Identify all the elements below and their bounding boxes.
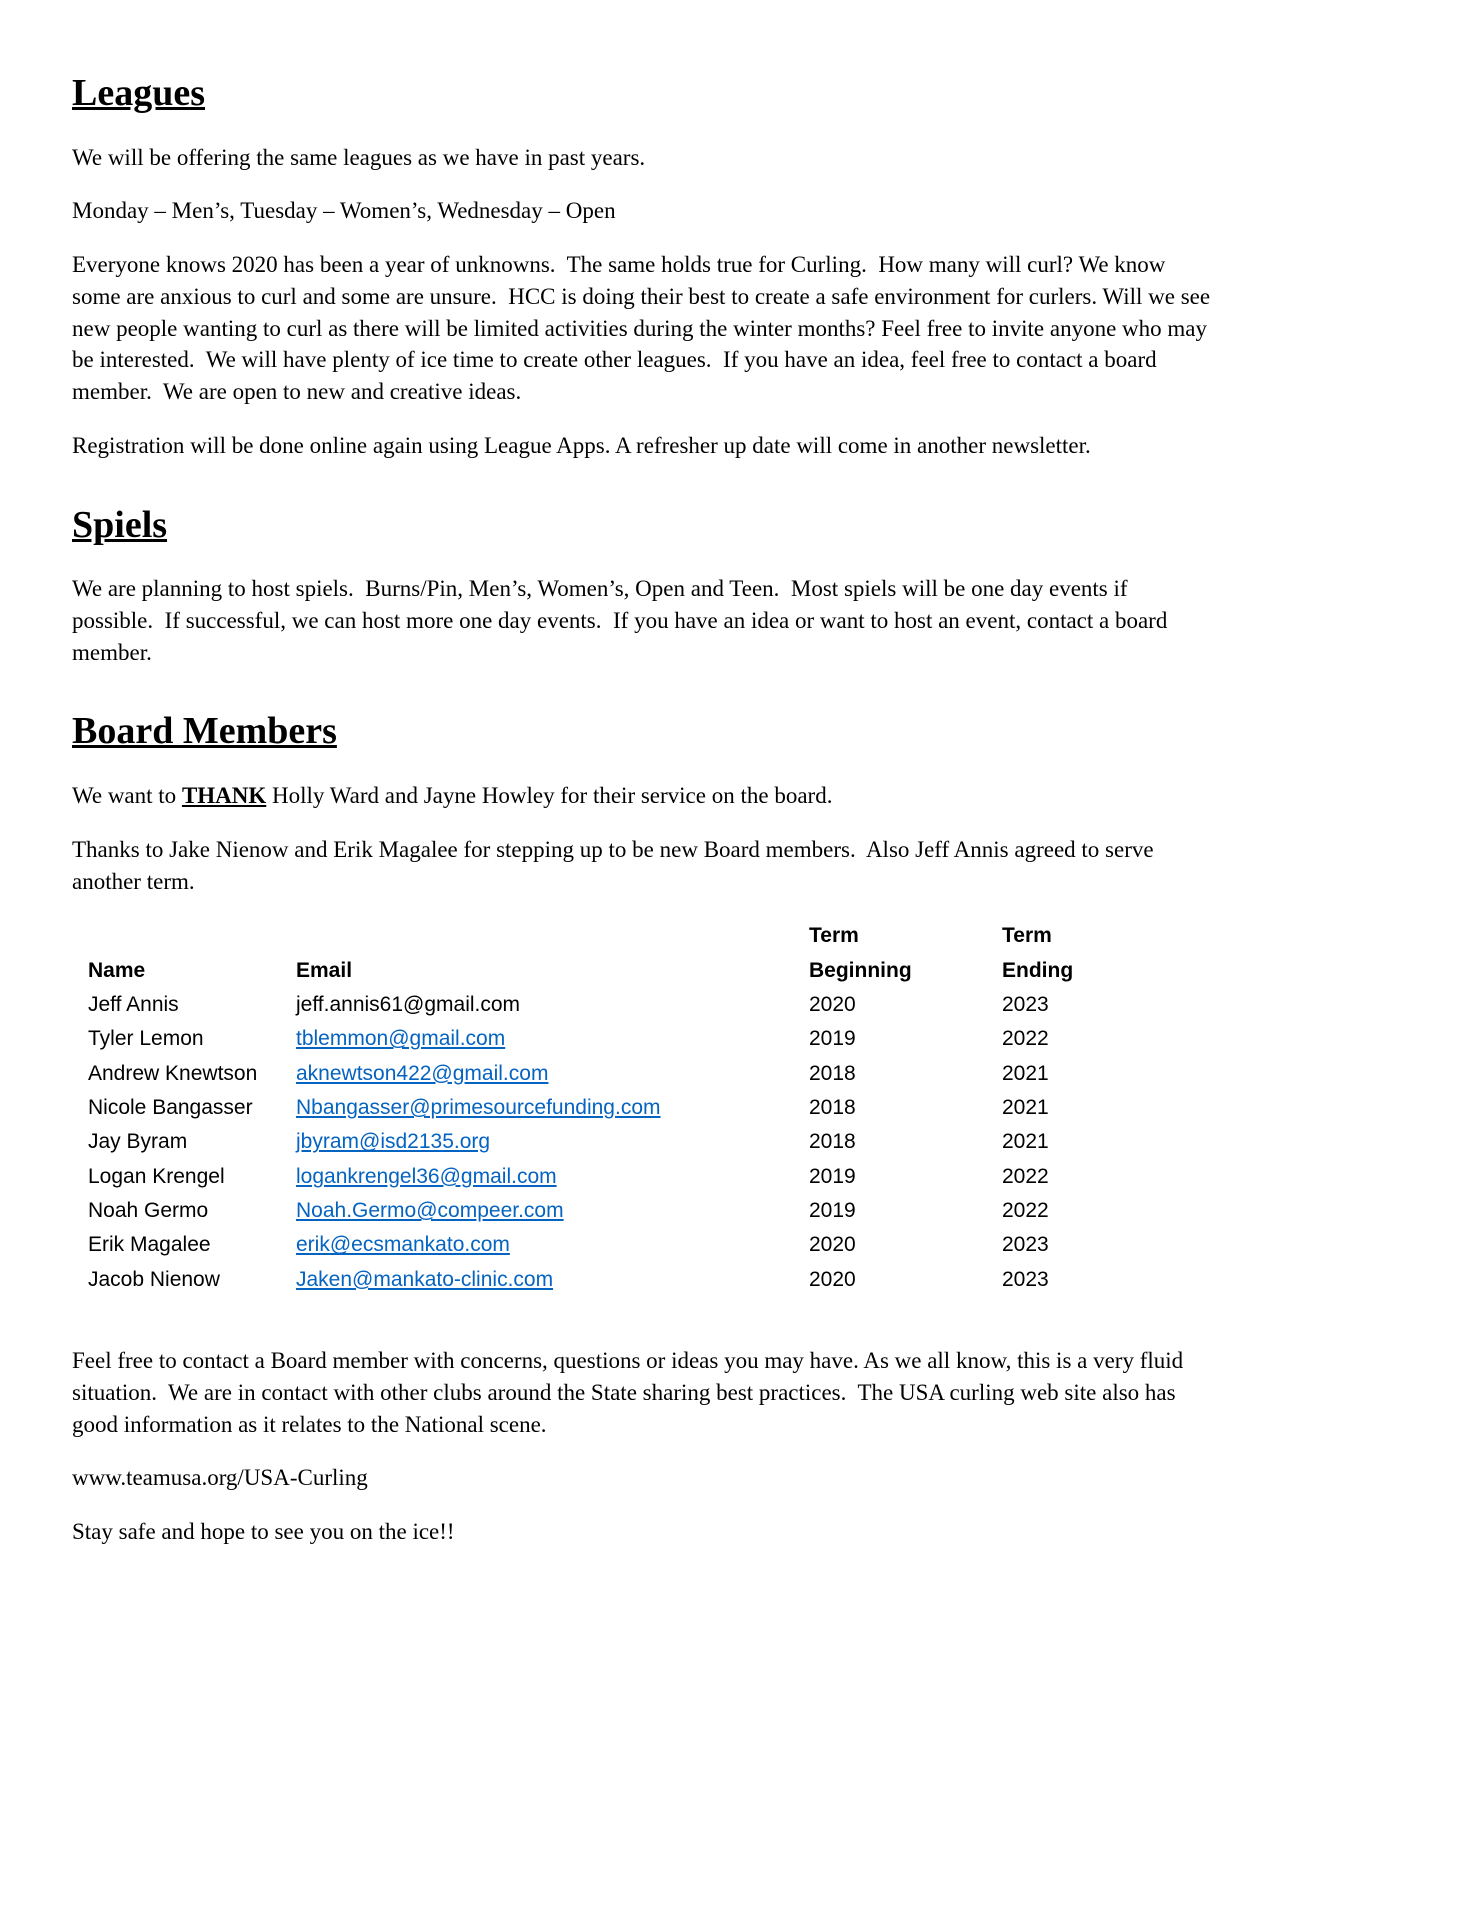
member-email-link[interactable]: Nbangasser@primesourcefunding.com [296, 1096, 661, 1120]
board-member-row [84, 1228, 1156, 1262]
newsletter-content [72, 72, 1216, 1548]
board-thank-suffix: Holly Ward and Jayne Howley for their service on the board. [266, 783, 833, 809]
usa-curling-url: www.teamusa.org/USA-Curling [72, 1465, 368, 1491]
header-term-ending-line2: Ending [1002, 958, 1074, 982]
header-email: Email [296, 958, 353, 982]
member-name: Jeff Annis [88, 993, 179, 1017]
spiels-paragraph-1: We are planning to host spiels. Burns/Pin, Men’s, Women’s, Open and Teen. Most spiels will be one day events if possible. If successful, we can host more one day events. If you have an idea or want to host an event, contact a board member. [72, 576, 1174, 665]
member-term-beginning: 2018 [809, 1096, 856, 1120]
member-name: Jay Byram [88, 1130, 188, 1154]
member-term-beginning: 2020 [809, 993, 856, 1017]
member-term-ending: 2023 [1002, 1233, 1049, 1257]
member-name: Jacob Nienow [88, 1267, 220, 1291]
member-email-link[interactable]: aknewtson422@gmail.com [296, 1061, 549, 1085]
member-name: Andrew Knewtson [88, 1061, 258, 1085]
board-member-row [84, 1057, 1156, 1091]
member-email-link[interactable]: erik@ecsmankato.com [296, 1233, 510, 1257]
board-thank-prefix: We want to [72, 783, 182, 809]
member-term-ending: 2023 [1002, 993, 1049, 1017]
member-name: Noah Germo [88, 1199, 209, 1223]
leagues-paragraph-1: We will be offering the same leagues as we have in past years. [72, 144, 646, 170]
leagues-paragraph-2: Monday – Men’s, Tuesday – Women’s, Wednesday – Open [72, 198, 616, 224]
board-paragraph-2: Thanks to Jake Nienow and Erik Magalee for stepping up to be new Board members. Also Jeff Annis agreed to serve another term. [72, 836, 1160, 894]
member-email-cell [292, 1091, 805, 1125]
member-email-cell [292, 1228, 805, 1262]
member-term-beginning: 2019 [809, 1199, 856, 1223]
member-email-cell [292, 1022, 805, 1056]
board-member-row [84, 1160, 1156, 1194]
board-paragraph-3: Feel free to contact a Board member with concerns, questions or ideas you may have. As we all know, this is a very fluid situation. We are in contact with other clubs around the State sharing best practices. The USA curling web site also has good information as it relates to the National scene. [72, 1348, 1189, 1437]
member-email-link[interactable]: Noah.Germo@compeer.com [296, 1199, 564, 1223]
member-term-ending: 2021 [1002, 1061, 1049, 1085]
header-term-ending-line1: Term [1002, 924, 1052, 948]
member-term-ending: 2022 [1002, 1027, 1049, 1051]
member-email-cell [292, 1263, 805, 1297]
closing-paragraph: Stay safe and hope to see you on the ice!! [72, 1519, 455, 1545]
member-term-beginning: 2019 [809, 1164, 856, 1188]
member-term-beginning: 2020 [809, 1267, 856, 1291]
board-thank-paragraph [72, 780, 1212, 812]
member-email-cell [292, 1125, 805, 1159]
section-heading-leagues: Leagues [72, 72, 205, 114]
section-heading-spiels: Spiels [72, 503, 168, 546]
leagues-paragraph-3: Everyone knows 2020 has been a year of unknowns. The same holds true for Curling. How many will curl? We know some are anxious to curl and some are unsure. HCC is doing their best to create a safe environment for curlers. Will we see new people wanting to curl as there will be limited activities during the winter months? Feel free to invite anyone who may be interested. We will have plenty of ice time to create other leagues. If you have an idea, feel free to contact a board member. We are open to new and creative ideas. [72, 252, 1216, 405]
member-name: Erik Magalee [88, 1233, 211, 1257]
member-email-cell [292, 1160, 805, 1194]
header-term-beginning-line2: Beginning [809, 958, 912, 982]
member-email-link[interactable]: jbyram@isd2135.org [296, 1130, 491, 1154]
header-name: Name [88, 958, 146, 982]
member-name: Logan Krengel [88, 1164, 225, 1188]
member-name: Tyler Lemon [88, 1027, 204, 1051]
header-term-beginning-line1: Term [809, 924, 859, 948]
header-spacer-name [84, 919, 292, 953]
board-table-header [84, 919, 1156, 988]
member-term-beginning: 2018 [809, 1130, 856, 1154]
member-email-link[interactable]: Jaken@mankato-clinic.com [296, 1267, 554, 1291]
member-term-beginning: 2018 [809, 1061, 856, 1085]
board-member-row [84, 1194, 1156, 1228]
member-term-ending: 2023 [1002, 1267, 1049, 1291]
board-member-row [84, 1022, 1156, 1056]
member-term-beginning: 2020 [809, 1233, 856, 1257]
board-member-row [84, 1263, 1156, 1297]
board-member-row [84, 1125, 1156, 1159]
board-thank-word: THANK [181, 783, 267, 809]
member-term-ending: 2021 [1002, 1130, 1049, 1154]
leagues-paragraph-4: Registration will be done online again using League Apps. A refresher up date will come in another newsletter. [72, 432, 1091, 458]
board-member-row [84, 1091, 1156, 1125]
member-term-beginning: 2019 [809, 1027, 856, 1051]
board-member-row [84, 988, 1156, 1022]
board-table-body [84, 988, 1156, 1297]
member-email-cell [292, 1057, 805, 1091]
member-email-cell [292, 1194, 805, 1228]
member-email-cell: jeff.annis61@gmail.com [296, 993, 521, 1017]
member-term-ending: 2021 [1002, 1096, 1049, 1120]
section-heading-board-members: Board Members [72, 710, 337, 753]
member-term-ending: 2022 [1002, 1164, 1049, 1188]
member-email-link[interactable]: logankrengel36@gmail.com [296, 1164, 557, 1188]
board-members-table [84, 919, 1156, 1297]
board-table-header-row-1 [84, 919, 1156, 953]
header-spacer-email [292, 919, 805, 953]
member-email-link[interactable]: tblemmon@gmail.com [296, 1027, 506, 1051]
member-term-ending: 2022 [1002, 1199, 1049, 1223]
member-name: Nicole Bangasser [88, 1096, 253, 1120]
board-table-header-row-2 [84, 954, 1156, 988]
